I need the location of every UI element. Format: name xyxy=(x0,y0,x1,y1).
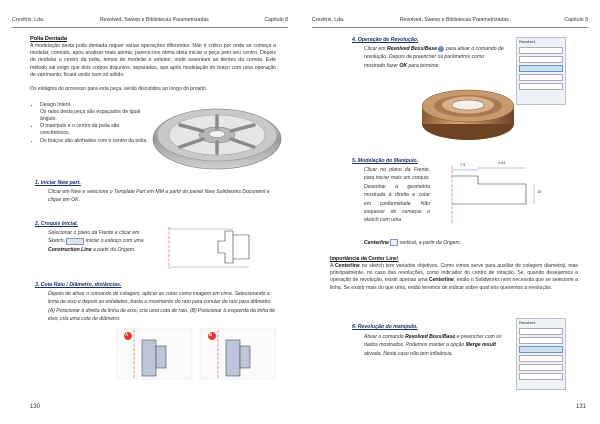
sketch-drawing-step5 xyxy=(438,160,576,226)
revolve-icon xyxy=(438,46,444,52)
page-number-right: 131 xyxy=(575,404,586,410)
figure-label-b: B xyxy=(209,332,213,337)
page-number-left: 130 xyxy=(30,404,41,410)
dimension-figures xyxy=(116,328,276,380)
header-rule xyxy=(312,27,588,28)
design-intent-list xyxy=(30,102,150,146)
pulley-render xyxy=(150,95,285,173)
bullet-item: • Os braços são alinhados com o centro da polia. xyxy=(40,138,150,145)
step-5-text: Clicar no plano da Frente, para iniciar mais um croquis. Desenhar a geometria mostrada à direita e cotar em conformidade. Não esquecer de começar o sketch com uma xyxy=(364,167,430,224)
right-header xyxy=(312,17,588,27)
header-title: Revolved, Sweep e Bibliotecas Parametrizadas xyxy=(99,17,209,23)
header-author: Cresttrix, Lda. xyxy=(312,17,345,23)
bullet-item: • Design Intent. Os raios desta peça são espaçados de igual ângulo. xyxy=(40,102,150,122)
header-rule xyxy=(12,27,288,28)
sketch-icon xyxy=(66,238,84,245)
revolve-property-panel-1[interactable] xyxy=(516,37,566,105)
dim-label-b: 4.64 xyxy=(498,161,506,165)
panel-title: Revolve1 xyxy=(519,320,536,325)
step-4-text: Clicar em Revolved Boss/Base para ativar o comando de revolução. Depois de preencher os parâmetros como mostrado fazer OK para terminar. xyxy=(364,46,504,69)
left-header xyxy=(12,17,288,27)
step-4-title: 4. Operação de Revolução. xyxy=(352,37,419,43)
header-chapter: Capítulo 8 xyxy=(564,17,588,23)
step-1-title: 1. Iniciar New part. xyxy=(35,180,81,186)
dim-label-c: 15 xyxy=(537,190,542,194)
intro-paragraph-2: Os estágios do processo para esta peça, serão discutidos ao longo do projeto. xyxy=(30,86,208,92)
panel-title: Revolve1 xyxy=(519,39,536,44)
header-chapter: Capítulo 8 xyxy=(264,17,288,23)
step-5-title: 5. Modelação do Manípulo. xyxy=(352,158,419,164)
header-title: Revolved, Sweep e Bibliotecas Parametrizadas xyxy=(399,17,509,23)
hub-render xyxy=(418,84,518,142)
importance-text: A Centerline no sketch tem variados objetivos. Como vimos serve para auxiliar de cotagem diametral, mas principalmente, no caso das revoluções, como indicador do centro de rotação. Se, quando desejarmos a operação de revolução, existir apenas uma Centerline, então o Solidworks nem necessita que se selecione a linha. Se existir mais do que uma, então teremos de indicar sobre qual nós queremos a revolução. xyxy=(330,263,578,291)
step-5-text-continued: Centerline vertical, a partir da Origem. xyxy=(364,240,462,246)
section-title: Polia Dentada xyxy=(30,36,67,42)
dim-label-a: 7.5 xyxy=(460,163,466,167)
step-2-text: Selecionar o plano da Frente e clicar em Sketch, iniciar o esboço com uma Construction Line a partir da Origem. xyxy=(48,230,144,253)
revolve-property-panel-2[interactable] xyxy=(516,318,566,390)
centerline-icon xyxy=(390,239,398,246)
intro-paragraph: A modelação desta polia dentada requer várias operações diferentes. Não é crítico por onde se começa a modelar, contudo, após analisar mais atenta, parece-nos ótima ideia iniciar a peça pelo seu centro. Depois de modelar o centro da polia, temos de modelar o exterior, onde assentam as dentes da correia. Este método vai exigir que dois corpos disjuntos, separados, que após modelação do braço com uma operação de varrimento, ficará unido num só sólido. xyxy=(30,43,276,78)
right-page xyxy=(300,0,600,424)
step-6-title: 6. Revolução do manípulo. xyxy=(352,324,418,330)
step-3-text: Depois de ativar o comando de cotagem, aplicar as cotas como imagem em cima. Selecionando a linha de eixo e depois as entidades, basta o movimento do rato para conular de raio para diâmetro. (A) Posicionar à direita da linha de eixo, cria uma cota de raio. (B) Posicionar à esquerda da linha de eixo, cria uma cota de diâmetro. xyxy=(48,291,276,323)
step-6-text: Ativar o comando Revolved Boss/Base e preencher com os dados mostrados. Podemos manter a opção Merge result ativada. Neste caso não tem influência. xyxy=(364,334,502,357)
step-2-title: 2. Croquis Inicial. xyxy=(35,221,78,227)
step-1-text: Clicar em New e selecione o Template Part em MM a partir do painel New Solidworks Document e clique em OK. xyxy=(48,189,270,204)
sketch-drawing-step2 xyxy=(163,223,275,271)
step-3-title: 3. Cota Raio / Diâmetro, distâncias. xyxy=(35,282,122,288)
header-author: Cresttrix, Lda. xyxy=(12,17,45,23)
figure-label-a: A xyxy=(125,332,129,337)
importance-title: Importância da Center Line! xyxy=(330,256,399,262)
bullet-item: • O manípulo e o centro da polia são concêntricos. xyxy=(40,123,150,137)
